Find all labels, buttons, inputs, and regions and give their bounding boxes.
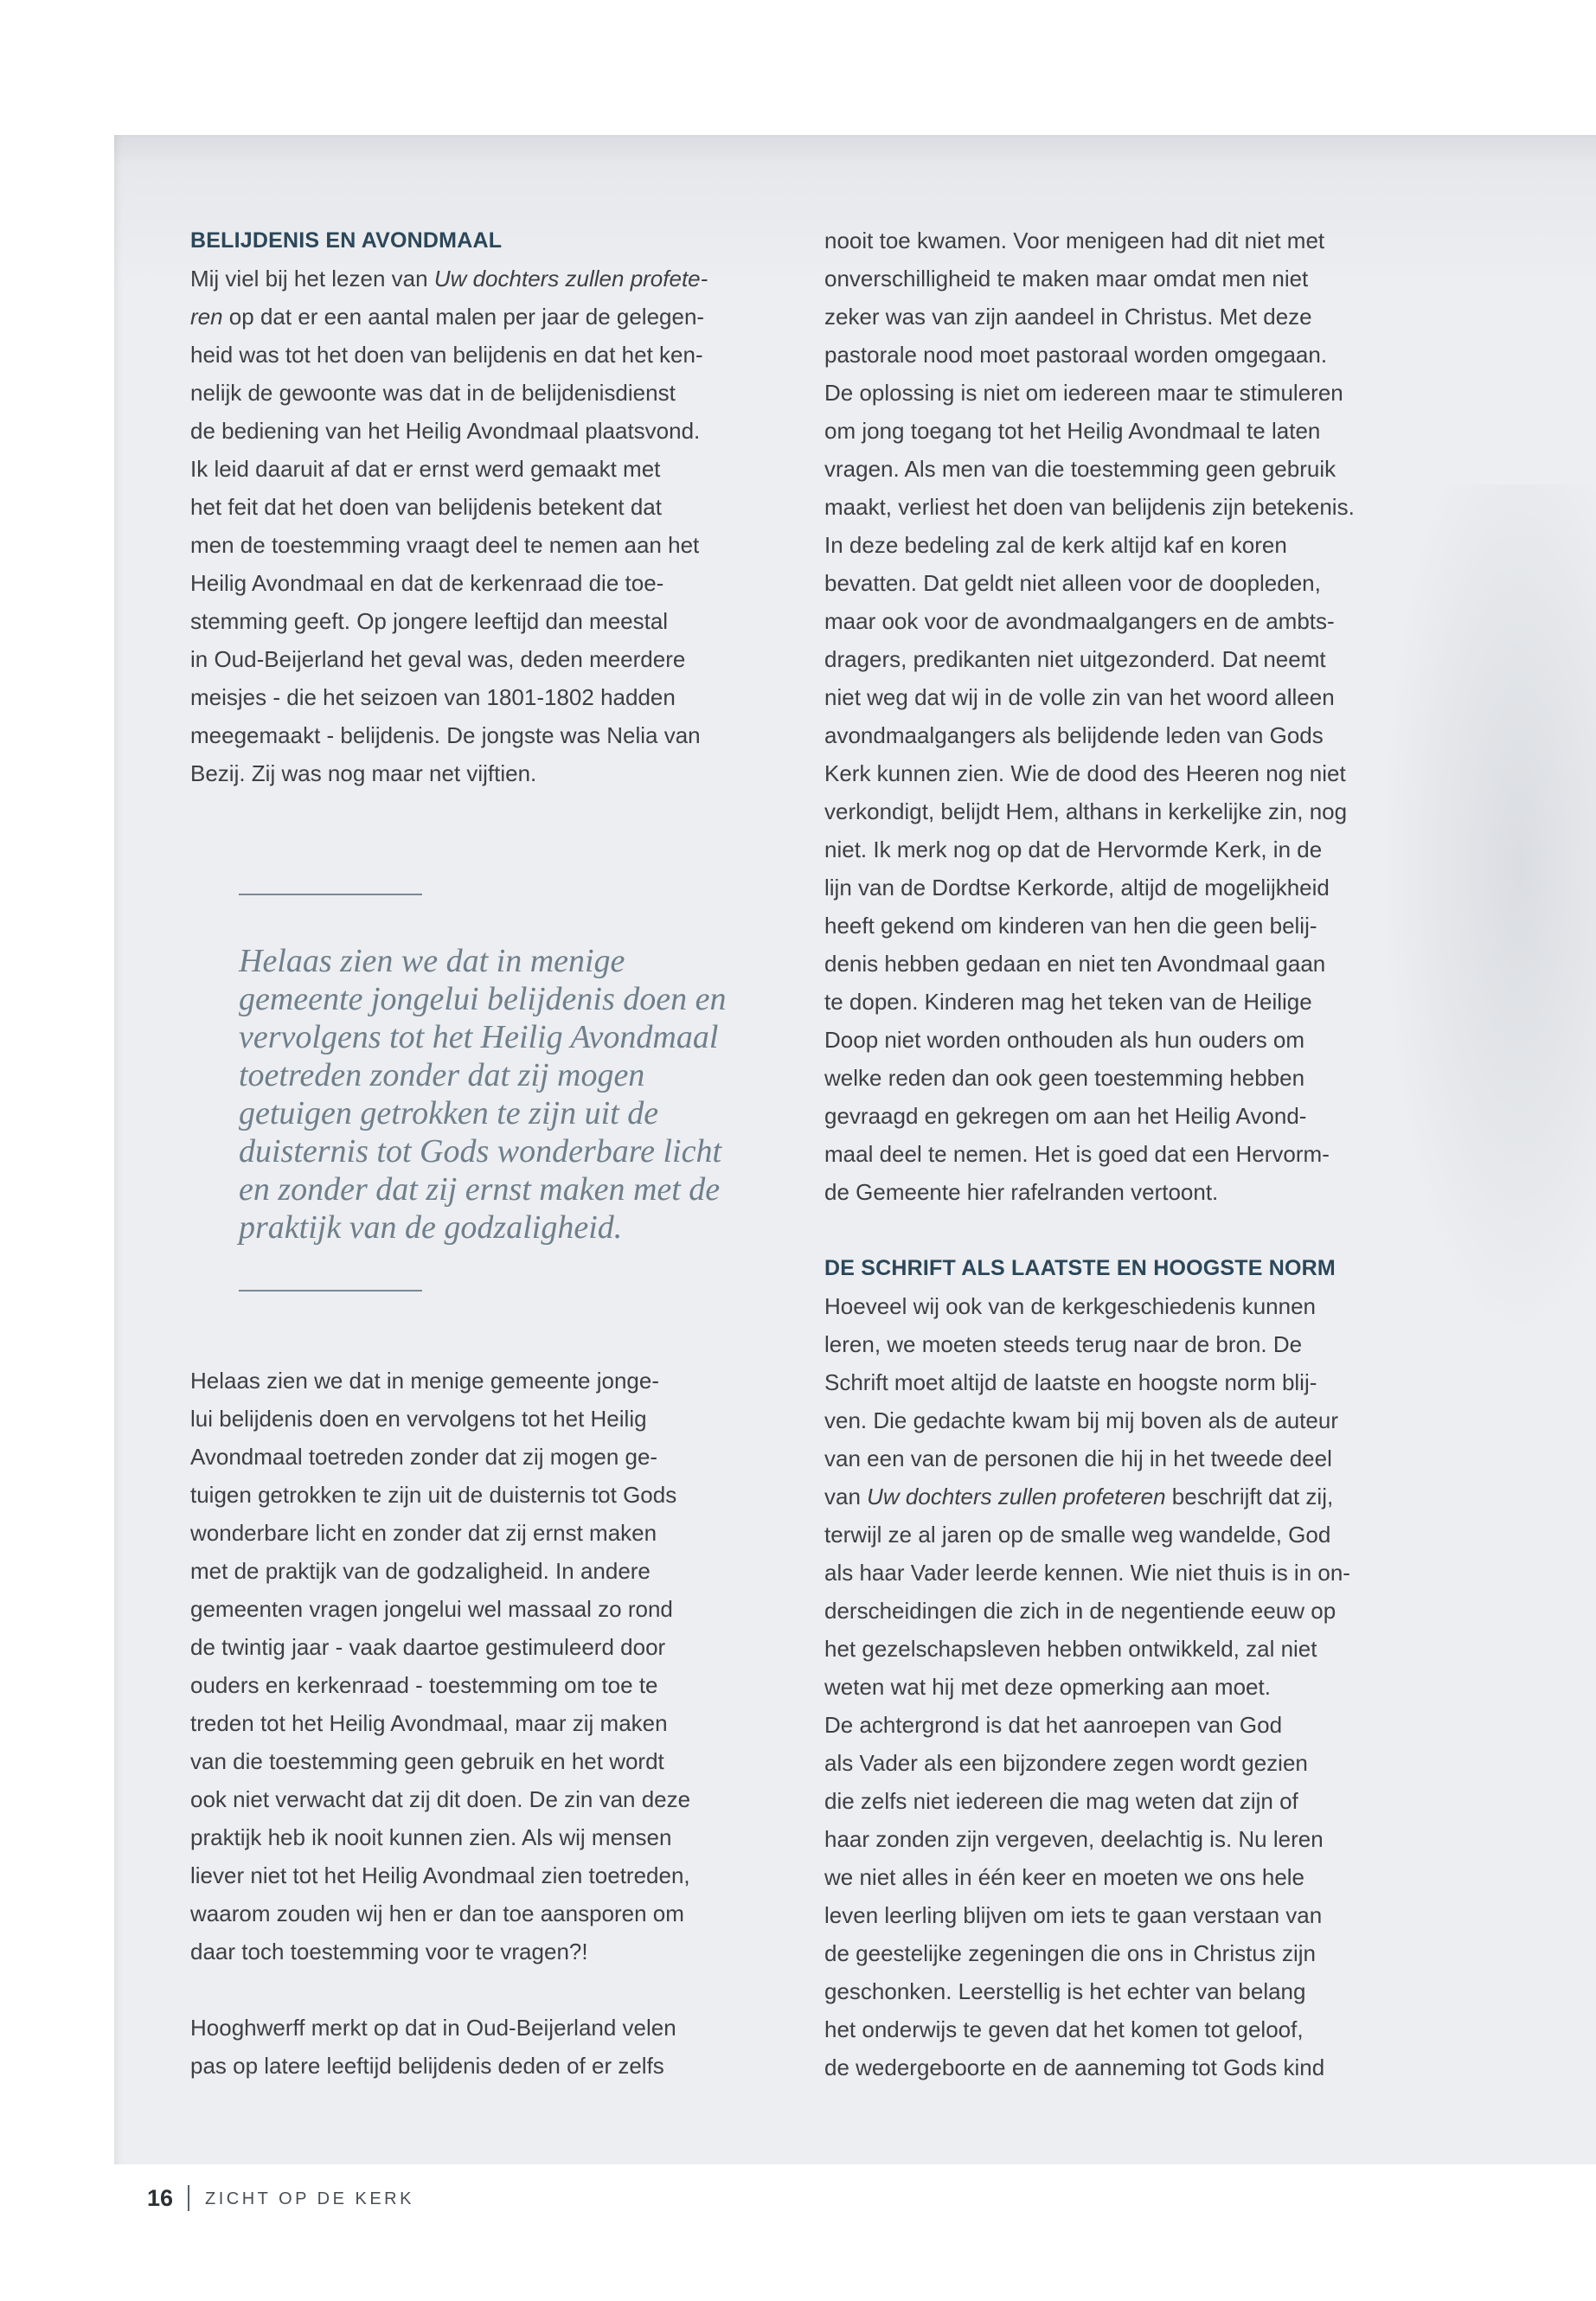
text-line: men de toestemming vraagt deel te nemen aan het [190,532,700,558]
text-line: om jong toegang tot het Heilig Avondmaal te laten [824,418,1321,444]
text-line: dragers, predikanten niet uitgezonderd. Dat neemt [824,646,1326,672]
text-line: maakt, verliest het doen van belijdenis zijn betekenis. [824,494,1355,520]
text-segment: Mij viel bij het lezen van [190,266,434,292]
text-line: pas op latere leeftijd belijdenis deden of er zelfs [190,2053,664,2079]
text-line: duisternis tot Gods wonderbare licht [239,1133,722,1170]
text-line: we niet alles in één keer en moeten we ons hele [824,1864,1305,1890]
text-line: lijn van de Dordtse Kerkorde, altijd de mogelijkheid [824,875,1330,901]
text-line: denis hebben gedaan en niet ten Avondmaal gaan [824,951,1326,977]
text-line: derscheidingen die zich in de negentiende eeuw op [824,1598,1336,1624]
right-column [824,221,1439,2086]
text-line: liever niet tot het Heilig Avondmaal zien toetreden, [190,1862,690,1888]
pull-quote [239,942,792,1247]
text-line: Hooghwerff merkt op dat in Oud-Beijerland velen [190,2015,676,2041]
text-line: Kerk kunnen zien. Wie de dood des Heeren nog niet [824,760,1346,786]
text-line: maal deel te nemen. Het is goed dat een Hervorm- [824,1141,1330,1167]
text-line: gemeenten vragen jongelui wel massaal zo rond [190,1596,673,1622]
text-line: pastorale nood moet pastoraal worden omgegaan. [824,342,1328,368]
footer-divider [188,2185,189,2211]
text-line: zeker was van zijn aandeel in Christus. Met deze [824,304,1312,330]
text-line: als Vader als een bijzondere zegen wordt gezien [824,1750,1308,1776]
text-line: onverschilligheid te maken maar omdat men niet [824,266,1309,292]
text-line: leven leerling blijven om iets te gaan verstaan van [824,1902,1323,1928]
text-segment: van [824,1484,868,1509]
left-column-section1 [190,221,804,792]
text-line: De oplossing is niet om iedereen maar te stimuleren [824,380,1343,406]
text-line: heeft gekend om kinderen van hen die geen belij- [824,913,1317,939]
text-line: Helaas zien we dat in menige gemeente jonge- [190,1368,660,1394]
text-line: verkondigt, belijdt Hem, althans in kerkelijke zin, nog [824,798,1348,824]
text-line: nooit toe kwamen. Voor menigeen had dit niet met [824,228,1325,253]
text-line: Hoeveel wij ook van de kerkgeschiedenis kunnen [824,1293,1317,1319]
text-line: van een van de personen die hij in het tweede deel [824,1445,1332,1471]
text-line: Helaas zien we dat in menige [239,943,625,979]
text-line: waarom zouden wij hen er dan toe aansporen om [190,1900,684,1926]
text-line: Heilig Avondmaal en dat de kerkenraad die toe- [190,570,664,596]
text-line: stemming geeft. Op jongere leeftijd dan meestal [190,608,669,634]
text-line: bevatten. Dat geldt niet alleen voor de doopleden, [824,570,1321,596]
text-line: niet weg dat wij in de volle zin van het woord alleen [824,684,1335,710]
text-line: vervolgens tot het Heilig Avondmaal [239,1019,719,1055]
paragraph-gap [824,1211,1439,1249]
page-number: 16 [147,2185,174,2211]
italic-book-title: Uw dochters zullen profete- [433,266,708,292]
section-heading-schrift: DE SCHRIFT ALS LAATSTE EN HOOGSTE NORM [824,1256,1336,1280]
text-line: de twintig jaar - vaak daartoe gestimuleerd door [190,1634,666,1660]
text-line: leren, we moeten steeds terug naar de bron. De [824,1331,1303,1357]
text-line [824,1477,1439,1516]
text-line: vragen. Als men van die toestemming geen gebruik [824,456,1336,482]
text-line: met de praktijk van de godzaligheid. In andere [190,1558,651,1584]
text-line: geschonken. Leerstellig is het echter van belang [824,1978,1306,2004]
section-heading-belijdenis: BELIJDENIS EN AVONDMAAL [190,228,503,253]
text-segment: op dat er een aantal malen per jaar de gelegen- [222,304,705,330]
paragraph [824,221,1439,1211]
text-line: Ik leid daaruit af dat er ernst werd gemaakt met [190,456,661,482]
text-line: Schrift moet altijd de laatste en hoogste norm blij- [824,1369,1317,1395]
text-line: welke reden dan ook geen toestemming hebben [824,1065,1305,1091]
text-line: in Oud-Beijerland het geval was, deden meerdere [190,646,686,672]
text-line: heid was tot het doen van belijdenis en dat het ken- [190,342,703,368]
text-line: praktijk heb ik nooit kunnen zien. Als wij mensen [190,1824,672,1850]
paragraph [190,1362,804,1971]
text-line: terwijl ze al jaren op de smalle weg wandelde, God [824,1522,1331,1548]
text-line: het gezelschapsleven hebben ontwikkeld, zal niet [824,1636,1317,1662]
text-line: die zelfs niet iedereen die mag weten dat zijn of [824,1788,1298,1814]
text-line: haar zonden zijn vergeven, deelachtig is. Nu leren [824,1826,1324,1852]
text-line: nelijk de gewoonte was dat in de belijdenisdienst [190,380,676,406]
left-column-continued [190,1362,804,2085]
text-line: avondmaalgangers als belijdende leden van Gods [824,722,1324,748]
text-line: ouders en kerkenraad - toestemming om toe te [190,1672,658,1698]
text-line: wonderbare licht en zonder dat zij ernst maken [190,1520,657,1546]
text-line: ook niet verwacht dat zij dit doen. De zin van deze [190,1786,691,1812]
text-line: het feit dat het doen van belijdenis betekent dat [190,494,662,520]
text-line: niet. Ik merk nog op dat de Hervormde Kerk, in de [824,836,1323,862]
text-line: van die toestemming geen gebruik en het wordt [190,1748,664,1774]
text-line: toetreden zonder dat zij mogen [239,1057,645,1093]
text-line: ven. Die gedachte kwam bij mij boven als de auteur [824,1407,1338,1433]
italic-book-title: Uw dochters zullen profeteren [867,1484,1166,1509]
text-line: de Gemeente hier rafelranden vertoont. [824,1179,1219,1205]
text-line: Bezij. Zij was nog maar net vijftien. [190,760,537,786]
text-line: meisjes - die het seizoen van 1801-1802 hadden [190,684,676,710]
text-line: In deze bedeling zal de kerk altijd kaf en koren [824,532,1287,558]
text-line: daar toch toestemming voor te vragen?! [190,1939,588,1965]
text-line: gemeente jongelui belijdenis doen en [239,981,727,1017]
text-line: treden tot het Heilig Avondmaal, maar zij maken [190,1710,668,1736]
text-line: maar ook voor de avondmaalgangers en de ambts- [824,608,1335,634]
text-line: te dopen. Kinderen mag het teken van de Heilige [824,989,1312,1015]
pull-quote-bottom-rule [239,1290,422,1292]
text-line [190,260,804,298]
text-line: De achtergrond is dat het aanroepen van God [824,1712,1283,1738]
paragraph-gap [190,1971,804,2009]
text-line: de wedergeboorte en de aanneming tot Gods kind [824,2054,1325,2080]
paragraph [190,2009,804,2085]
text-line: gevraagd en gekregen om aan het Heilig Avond- [824,1103,1307,1129]
text-line: de bediening van het Heilig Avondmaal plaatsvond. [190,418,701,444]
magazine-title: ZICHT OP DE KERK [205,2189,414,2208]
text-line: getuigen getrokken te zijn uit de [239,1095,659,1131]
italic-book-title: ren [190,304,223,330]
text-line: praktijk van de godzaligheid. [239,1209,623,1246]
text-line: weten wat hij met deze opmerking aan moet. [824,1674,1271,1700]
text-line: lui belijdenis doen en vervolgens tot het Heilig [190,1406,647,1432]
text-line: het onderwijs te geven dat het komen tot geloof, [824,2016,1304,2042]
text-line: Avondmaal toetreden zonder dat zij mogen ge- [190,1444,658,1470]
pull-quote-top-rule [239,894,422,895]
text-line: Doop niet worden onthouden als hun ouders om [824,1027,1305,1053]
text-line: tuigen getrokken te zijn uit de duisternis tot Gods [190,1482,677,1508]
text-line: meegemaakt - belijdenis. De jongste was Nelia van [190,722,701,748]
section1-paragraph [190,260,804,792]
text-line: de geestelijke zegeningen die ons in Christus zijn [824,1940,1317,1966]
text-line: en zonder dat zij ernst maken met de [239,1171,721,1208]
text-line [190,298,804,336]
text-segment: beschrijft dat zij, [1165,1484,1334,1509]
text-line: als haar Vader leerde kennen. Wie niet thuis is in on- [824,1560,1350,1586]
section2-paragraph [824,1287,1439,2086]
